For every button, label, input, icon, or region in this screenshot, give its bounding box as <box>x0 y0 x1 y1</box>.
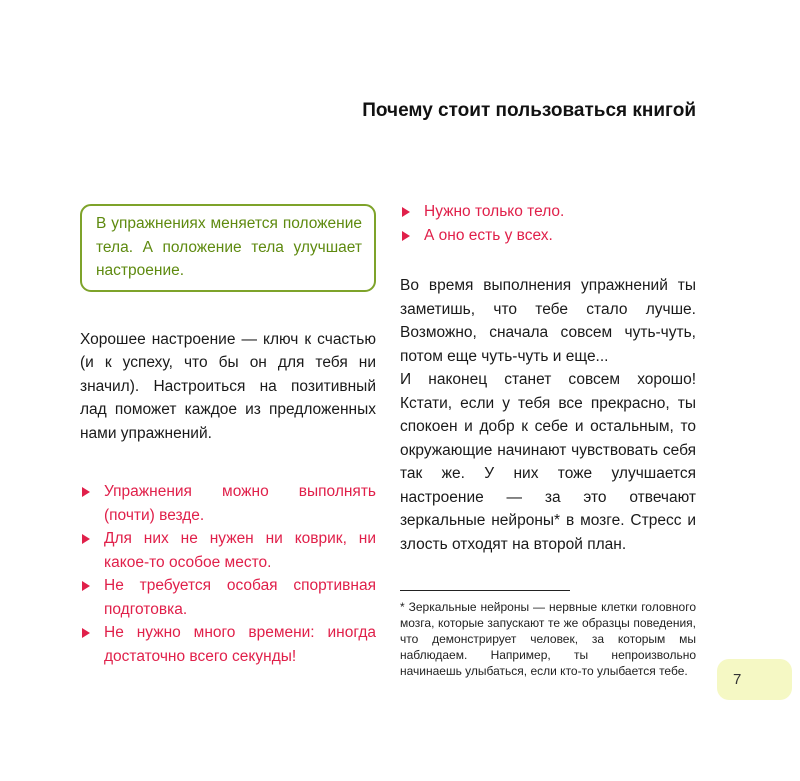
footnote: * Зеркальные нейроны — нервные клетки головного мозга, которые запускают те же образцы поведения, что демонстрирует человек, за которым мы наблюдаем. Например, ты непроизвольно начинаешь улыбаться, если кто-то улыбается тебе. <box>400 600 696 678</box>
page-number-tab <box>717 659 792 700</box>
list-item-text: Для них не нужен ни коврик, ни какое-то особое место. <box>104 530 376 571</box>
requirements-list <box>400 200 696 247</box>
list-item-text: А оно есть у всех. <box>424 226 553 244</box>
list-item <box>80 480 376 527</box>
triangle-bullet-icon <box>402 207 410 217</box>
list-item-text: Нужно только тело. <box>424 203 565 220</box>
list-item <box>80 621 376 668</box>
benefits-list <box>80 480 376 668</box>
triangle-bullet-icon <box>82 581 90 591</box>
list-item <box>400 200 696 224</box>
intro-paragraph: Хорошее настроение — ключ к счастью (и к успеху, что бы он для тебя ни значил). Настроиться на позитивный лад поможет каждое из предложенных нами упражнений. <box>80 330 376 442</box>
body-paragraph: И наконец станет совсем хорошо! Кстати, если у тебя все прекрасно, ты спокоен и добр к себе и остальным, то окружающие начинают чувствовать себя так же. У них тоже улучшается настроение — за это отвечают зеркальные нейроны* в мозге. Стресс и злость отходят на второй план. <box>400 371 696 553</box>
triangle-bullet-icon <box>82 534 90 544</box>
page-title: Почему стоит пользоваться книгой <box>362 100 696 121</box>
body-paragraph: Во время выполнения упражнений ты заметишь, что тебе стало лучше. Возможно, сначала совсем чуть-чуть, потом еще чуть-чуть и еще... <box>400 277 696 365</box>
right-column <box>400 200 696 691</box>
triangle-bullet-icon <box>402 231 410 241</box>
list-item <box>80 574 376 621</box>
footnote-divider <box>400 590 570 591</box>
list-item <box>80 527 376 574</box>
list-item <box>400 224 696 248</box>
list-item-text: Упражнения можно выполнять (почти) везде. <box>104 483 376 524</box>
list-item-text: Не нужно много времени: иногда достаточно всего секунды! <box>104 624 376 665</box>
callout-box: В упражнениях меняется положение тела. А положение тела улучшает настроение. <box>80 204 376 292</box>
left-column <box>80 204 376 668</box>
list-item-text: Не требуется особая спортивная подготовка. <box>104 577 376 618</box>
triangle-bullet-icon <box>82 628 90 638</box>
page-number: 7 <box>733 671 742 688</box>
triangle-bullet-icon <box>82 487 90 497</box>
